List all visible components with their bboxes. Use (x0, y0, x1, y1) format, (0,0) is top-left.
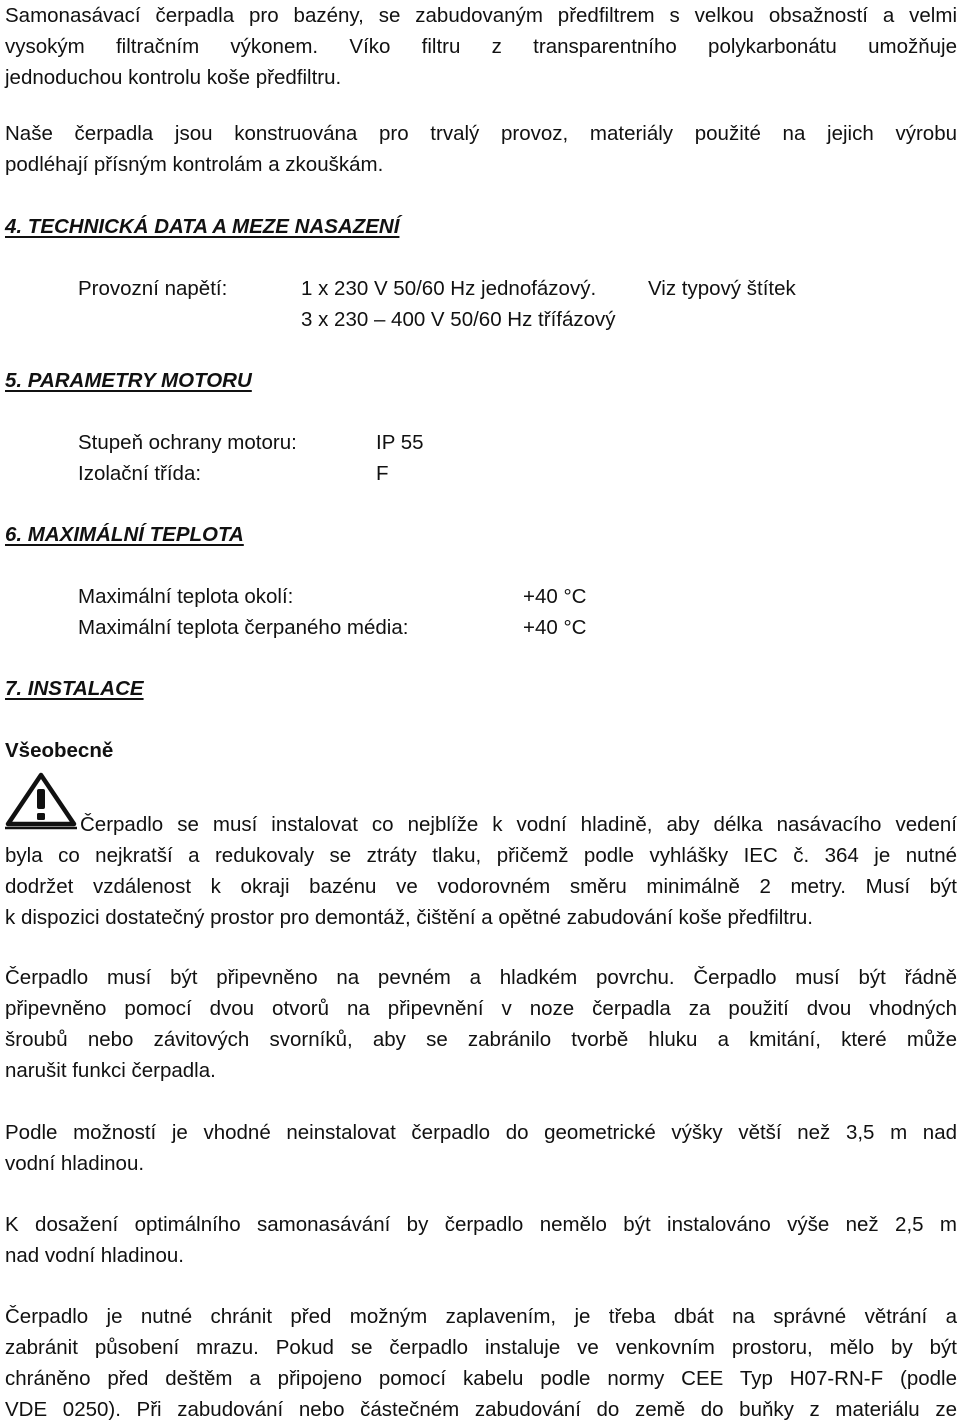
rating-plate-note: Viz typový štítek (648, 277, 796, 300)
paragraph-line: Samonasávací čerpadla pro bazény, se zabudovaným předfiltrem s velkou obsažností a velmi (5, 4, 957, 27)
paragraph-line: Naše čerpadla jsou konstruována pro trvalý provoz, materiály použité na jejich výrobu (5, 122, 957, 145)
paragraph-line: Podle možností je vhodné neinstalovat čerpadlo do geometrické výšky větší než 3,5 m nad (5, 1121, 957, 1144)
warning-line: Čerpadlo se musí instalovat co nejblíže k vodní hladině, aby délka nasávacího vedení (80, 813, 957, 836)
section-5-heading: 5. PARAMETRY MOTORU (5, 369, 252, 392)
paragraph-line: šroubů nebo závitových svorníků, aby se zabránilo tvorbě hluku a kmitání, které může (5, 1028, 957, 1051)
paragraph-line: K dosažení optimálního samonasávání by čerpadlo nemělo být instalováno výše než 2,5 m (5, 1213, 957, 1236)
paragraph-line: chráněno před deštěm a připojeno pomocí kabelu podle normy CEE Typ H07-RN-F (podle (5, 1367, 957, 1390)
paragraph-line: zabránit působení mrazu. Pokud se čerpadlo instaluje ve venkovním prostoru, mělo by být (5, 1336, 957, 1359)
intro-paragraph-2 (5, 118, 957, 180)
warning-line: dodržet vzdálenost k okraji bazénu ve vodorovném směru minimálně 2 metry. Musí být (5, 875, 957, 898)
protection-label: Stupeň ochrany motoru: (78, 431, 297, 454)
height-paragraph (5, 1117, 957, 1179)
paragraph-line: nad vodní hladinou. (5, 1244, 184, 1267)
section-7-heading: 7. INSTALACE (5, 677, 144, 700)
self-priming-paragraph (5, 1209, 957, 1271)
insulation-label: Izolační třída: (78, 462, 202, 485)
medium-temp-label: Maximální teplota čerpaného média: (78, 616, 409, 639)
paragraph-line: vodní hladinou. (5, 1152, 145, 1175)
mounting-paragraph (5, 962, 957, 1086)
paragraph-line: Čerpadlo musí být připevněno na pevném a hladkém povrchu. Čerpadlo musí být řádně (5, 966, 957, 989)
voltage-label: Provozní napětí: (78, 277, 228, 300)
voltage-value-three-phase: 3 x 230 – 400 V 50/60 Hz třífázový (301, 308, 616, 331)
medium-temp-value: +40 °C (523, 616, 587, 639)
section-6-heading: 6. MAXIMÁLNÍ TEPLOTA (5, 523, 244, 546)
paragraph-line: Čerpadlo je nutné chránit před možným zaplavením, je třeba dbát na správné větrání a (5, 1305, 957, 1328)
intro-paragraph-1 (5, 0, 957, 93)
paragraph-line: jednoduchou kontrolu koše předfiltru. (5, 66, 342, 89)
protection-value: IP 55 (376, 431, 424, 454)
warning-line: k dispozici dostatečný prostor pro demontáž, čištění a opětné zabudování koše předfiltru. (5, 906, 813, 929)
voltage-value-single-phase: 1 x 230 V 50/60 Hz jednofázový. (301, 277, 597, 300)
ambient-temp-value: +40 °C (523, 585, 587, 608)
paragraph-line: podléhají přísným kontrolám a zkouškám. (5, 153, 384, 176)
ambient-temp-label: Maximální teplota okolí: (78, 585, 294, 608)
paragraph-line: narušit funkci čerpadla. (5, 1059, 216, 1082)
warning-triangle-icon (5, 772, 77, 832)
insulation-value: F (376, 462, 389, 485)
section-4-heading: 4. TECHNICKÁ DATA A MEZE NASAZENÍ (5, 215, 400, 238)
protection-paragraph (5, 1301, 957, 1425)
paragraph-line: vysokým filtračním výkonem. Víko filtru z transparentního polykarbonátu umožňuje (5, 35, 957, 58)
warning-line: byla co nejkratší a redukovaly se ztráty tlaku, přičemž podle vyhlášky IEC č. 364 je nutné (5, 844, 957, 867)
general-subheading: Všeobecně (5, 739, 114, 762)
paragraph-line: VDE 0250). Při zabudování nebo částečném zabudování do země do buňky z materiálu ze (5, 1398, 957, 1421)
paragraph-line: připevněno pomocí dvou otvorů na připevnění v noze čerpadla za použití dvou vhodných (5, 997, 957, 1020)
